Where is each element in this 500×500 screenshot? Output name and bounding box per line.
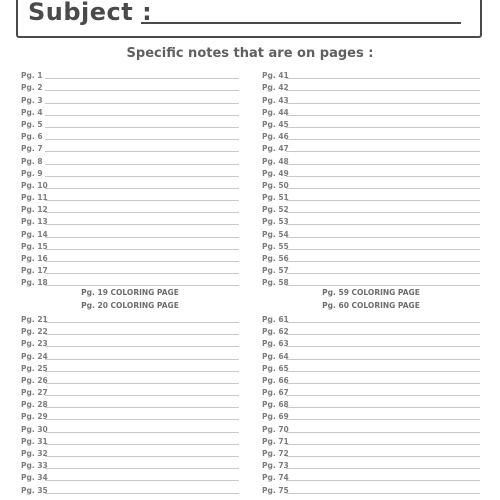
- page-note-row: [262, 434, 480, 446]
- note-writing-line: [286, 370, 480, 372]
- page-note-row: [21, 458, 239, 470]
- note-writing-line: [286, 77, 480, 79]
- page-number-label: Pg. 47: [262, 144, 289, 154]
- page-note-row: [262, 458, 480, 470]
- note-writing-line: [45, 492, 239, 494]
- page-note-row: [262, 251, 480, 263]
- notes-heading: Specific notes that are on pages :: [126, 46, 374, 61]
- page-number-label: Pg. 49: [262, 168, 289, 178]
- page-number-label: Pg. 35: [21, 485, 48, 495]
- note-writing-line: [286, 492, 480, 494]
- note-writing-line: [286, 126, 480, 128]
- page-note-row: [262, 312, 480, 324]
- page-number-label: Pg. 68: [262, 400, 289, 410]
- page-note-row: [21, 129, 239, 141]
- page-note-row: [21, 446, 239, 458]
- page-number-label: Pg. 17: [21, 266, 48, 276]
- page-note-row: [21, 421, 239, 433]
- page-note-row: [262, 239, 480, 251]
- note-writing-line: [45, 260, 239, 262]
- page-note-row: [21, 214, 239, 226]
- note-writing-line: [45, 199, 239, 201]
- page-number-label: Pg. 74: [262, 473, 289, 483]
- note-writing-line: [45, 418, 239, 420]
- note-writing-line: [286, 102, 480, 104]
- page-note-row: [21, 92, 239, 104]
- note-writing-line: [286, 333, 480, 335]
- page-note-row: [21, 336, 239, 348]
- note-writing-line: [286, 114, 480, 116]
- page-number-label: Pg. 3: [21, 95, 43, 105]
- page-note-row: [21, 312, 239, 324]
- note-writing-line: [286, 138, 480, 140]
- page-note-row: [262, 226, 480, 238]
- page-note-row: [262, 141, 480, 153]
- page-note-row: [262, 336, 480, 348]
- page-note-row: [21, 68, 239, 80]
- page-number-label: Pg. 1: [21, 71, 43, 81]
- page-number-label: Pg. 27: [21, 388, 48, 398]
- note-writing-line: [45, 77, 239, 79]
- note-writing-line: [286, 418, 480, 420]
- page-note-row: [262, 446, 480, 458]
- coloring-page-label: Pg. 19 COLORING PAGE: [81, 288, 179, 298]
- page-number-label: Pg. 7: [21, 144, 43, 154]
- page-number-label: Pg. 58: [262, 278, 289, 288]
- note-writing-line: [286, 394, 480, 396]
- note-writing-line: [45, 382, 239, 384]
- page-number-label: Pg. 25: [21, 363, 48, 373]
- page-note-row: [21, 117, 239, 129]
- note-writing-line: [45, 102, 239, 104]
- page-note-row: [262, 470, 480, 482]
- note-writing-line: [45, 370, 239, 372]
- subject-box: [16, 0, 482, 38]
- coloring-page-label: Pg. 60 COLORING PAGE: [322, 300, 420, 310]
- note-writing-line: [45, 333, 239, 335]
- page-note-row: [21, 385, 239, 397]
- page-note-row: [262, 178, 480, 190]
- note-writing-line: [286, 175, 480, 177]
- page-note-row: [262, 397, 480, 409]
- page-number-label: Pg. 29: [21, 412, 48, 422]
- note-writing-line: [45, 150, 239, 152]
- page-number-label: Pg. 44: [262, 107, 289, 117]
- page-number-label: Pg. 67: [262, 388, 289, 398]
- note-writing-line: [286, 163, 480, 165]
- note-writing-line: [45, 211, 239, 213]
- page-note-row: [262, 92, 480, 104]
- page-note-row: [21, 470, 239, 482]
- note-writing-line: [45, 138, 239, 140]
- page-note-row: [262, 68, 480, 80]
- note-writing-line: [45, 455, 239, 457]
- note-writing-line: [286, 345, 480, 347]
- page-number-label: Pg. 28: [21, 400, 48, 410]
- page-number-label: Pg. 6: [21, 132, 43, 142]
- page-number-label: Pg. 64: [262, 351, 289, 361]
- note-writing-line: [45, 406, 239, 408]
- page-number-label: Pg. 45: [262, 119, 289, 129]
- page-note-row: [21, 348, 239, 360]
- page-number-label: Pg. 69: [262, 412, 289, 422]
- page-note-row: [262, 80, 480, 92]
- page-number-label: Pg. 24: [21, 351, 48, 361]
- page-note-row: [21, 275, 239, 287]
- page-number-label: Pg. 51: [262, 193, 289, 203]
- right-column: [262, 68, 480, 495]
- page-number-label: Pg. 16: [21, 254, 48, 263]
- note-writing-line: [45, 114, 239, 116]
- page-note-row: [262, 275, 480, 287]
- page-number-label: Pg. 72: [262, 449, 289, 458]
- note-writing-line: [45, 479, 239, 481]
- page-note-row: [21, 397, 239, 409]
- page-number-label: Pg. 34: [21, 473, 48, 483]
- page-note-row: [262, 482, 480, 494]
- page-number-label: Pg. 30: [21, 424, 48, 434]
- subject-line: [141, 22, 461, 24]
- subject-label: Subject :: [28, 0, 153, 26]
- page-number-label: Pg. 9: [21, 168, 43, 178]
- page-number-label: Pg. 61: [262, 314, 289, 324]
- page-note-row: [262, 105, 480, 117]
- page-number-label: Pg. 21: [21, 314, 48, 324]
- page-number-label: Pg. 50: [262, 180, 289, 190]
- note-writing-line: [45, 126, 239, 128]
- page-number-label: Pg. 11: [21, 193, 48, 203]
- page-note-row: [262, 153, 480, 165]
- note-writing-line: [45, 358, 239, 360]
- page-number-label: Pg. 52: [262, 205, 289, 215]
- note-writing-line: [45, 248, 239, 250]
- note-writing-line: [45, 431, 239, 433]
- note-writing-line: [286, 479, 480, 481]
- page-note-row: [21, 482, 239, 494]
- page-number-label: Pg. 26: [21, 375, 48, 385]
- page-number-label: Pg. 32: [21, 449, 48, 458]
- page-number-label: Pg. 48: [262, 156, 289, 166]
- page-number-label: Pg. 13: [21, 217, 48, 227]
- page-note-row: [21, 105, 239, 117]
- page-number-label: Pg. 63: [262, 339, 289, 349]
- page-note-row: [262, 409, 480, 421]
- page-note-row: [21, 324, 239, 336]
- page-note-row: [262, 373, 480, 385]
- page-number-label: Pg. 23: [21, 339, 48, 349]
- page-note-row: [262, 361, 480, 373]
- page-note-row: [21, 178, 239, 190]
- note-writing-line: [286, 382, 480, 384]
- page-number-label: Pg. 65: [262, 363, 289, 373]
- note-writing-line: [286, 150, 480, 152]
- page-note-row: [262, 348, 480, 360]
- page-note-row: [262, 117, 480, 129]
- note-writing-line: [286, 321, 480, 323]
- page-number-label: Pg. 43: [262, 95, 289, 105]
- page-number-label: Pg. 54: [262, 229, 289, 239]
- note-writing-line: [286, 260, 480, 262]
- note-writing-line: [286, 455, 480, 457]
- page-note-row: [21, 409, 239, 421]
- page-note-row: [21, 141, 239, 153]
- page-note-row: [21, 226, 239, 238]
- page-number-label: Pg. 4: [21, 107, 43, 117]
- note-writing-line: [286, 284, 480, 286]
- note-writing-line: [45, 321, 239, 323]
- page-number-label: Pg. 56: [262, 254, 289, 263]
- page-note-row: [21, 239, 239, 251]
- note-writing-line: [45, 345, 239, 347]
- page-number-label: Pg. 10: [21, 180, 48, 190]
- note-writing-line: [45, 236, 239, 238]
- page-number-label: Pg. 22: [21, 327, 48, 337]
- page-number-label: Pg. 53: [262, 217, 289, 227]
- page-number-label: Pg. 14: [21, 229, 48, 239]
- note-writing-line: [45, 443, 239, 445]
- note-writing-line: [45, 187, 239, 189]
- note-writing-line: [286, 236, 480, 238]
- page-number-label: Pg. 55: [262, 241, 289, 251]
- page-note-row: [262, 129, 480, 141]
- note-writing-line: [286, 89, 480, 91]
- page-number-label: Pg. 75: [262, 485, 289, 495]
- page-number-label: Pg. 15: [21, 241, 48, 251]
- page-note-row: [21, 373, 239, 385]
- note-writing-line: [286, 199, 480, 201]
- note-writing-line: [45, 175, 239, 177]
- page-note-row: [262, 202, 480, 214]
- note-writing-line: [45, 467, 239, 469]
- page-note-row: [262, 421, 480, 433]
- page-note-row: [262, 263, 480, 275]
- note-writing-line: [45, 163, 239, 165]
- page-note-row: [21, 434, 239, 446]
- coloring-page-label: Pg. 59 COLORING PAGE: [322, 288, 420, 298]
- page-number-label: Pg. 57: [262, 266, 289, 276]
- page-number-label: Pg. 5: [21, 119, 43, 129]
- note-writing-line: [45, 223, 239, 225]
- page-note-row: [262, 324, 480, 336]
- note-writing-line: [286, 431, 480, 433]
- page-number-label: Pg. 46: [262, 132, 289, 142]
- page-number-label: Pg. 70: [262, 424, 289, 434]
- page-number-label: Pg. 2: [21, 83, 43, 93]
- note-writing-line: [286, 406, 480, 408]
- note-writing-line: [286, 248, 480, 250]
- note-writing-line: [286, 443, 480, 445]
- note-writing-line: [286, 187, 480, 189]
- note-writing-line: [286, 467, 480, 469]
- coloring-page-label: Pg. 20 COLORING PAGE: [81, 300, 179, 310]
- page-number-label: Pg. 41: [262, 71, 289, 81]
- page-note-row: [262, 190, 480, 202]
- note-writing-line: [45, 284, 239, 286]
- note-writing-line: [45, 89, 239, 91]
- page-note-row: [21, 190, 239, 202]
- page-note-row: [262, 385, 480, 397]
- page-number-label: Pg. 12: [21, 205, 48, 215]
- page-number-label: Pg. 42: [262, 83, 289, 93]
- note-writing-line: [286, 223, 480, 225]
- note-writing-line: [286, 358, 480, 360]
- page-note-row: [21, 251, 239, 263]
- note-writing-line: [45, 394, 239, 396]
- page-number-label: Pg. 66: [262, 375, 289, 385]
- page-note-row: [21, 202, 239, 214]
- note-writing-line: [286, 211, 480, 213]
- left-column: [21, 68, 239, 495]
- page-number-label: Pg. 31: [21, 436, 48, 446]
- page-number-label: Pg. 71: [262, 436, 289, 446]
- page-note-row: [262, 214, 480, 226]
- page-number-label: Pg. 73: [262, 461, 289, 471]
- page-note-row: [262, 166, 480, 178]
- page-note-row: [21, 263, 239, 275]
- page-number-label: Pg. 18: [21, 278, 48, 288]
- note-writing-line: [45, 272, 239, 274]
- page-number-label: Pg. 33: [21, 461, 48, 471]
- page-note-row: [21, 153, 239, 165]
- page-note-row: [21, 80, 239, 92]
- note-writing-line: [286, 272, 480, 274]
- page-note-row: [21, 361, 239, 373]
- page-note-row: [21, 166, 239, 178]
- page-number-label: Pg. 8: [21, 156, 43, 166]
- page-number-label: Pg. 62: [262, 327, 289, 337]
